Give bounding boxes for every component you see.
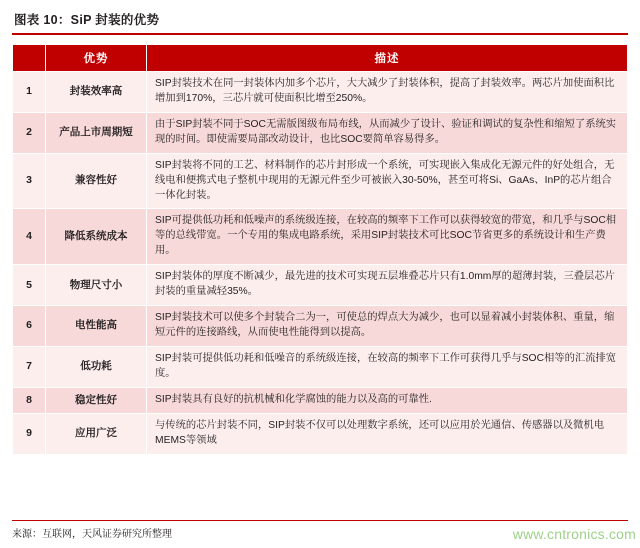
- table-row: [13, 306, 628, 347]
- column-header-advantage: 优势: [46, 45, 147, 72]
- row-description: 与传统的芯片封装不同，SIP封装不仅可以处理数字系统，还可以应用於光通信、传感器以及微机电MEMS等领域: [147, 413, 628, 454]
- table-row: [13, 209, 628, 265]
- row-advantage: 物理尺寸小: [46, 265, 147, 306]
- figure-title-bar: [12, 10, 628, 35]
- table-header: [13, 45, 628, 72]
- advantages-table: [12, 44, 628, 455]
- table-header-row: [13, 45, 628, 72]
- row-description: SIP可提供低功耗和低噪声的系统级连接，在较高的频率下工作可以获得较宽的带宽，和几乎与SOC相等的总线带宽。一个专用的集成电路系统，采用SIP封装技术可比SOC节省更多的系统设计和生产费用。: [147, 209, 628, 265]
- row-number: 9: [13, 413, 46, 454]
- table-row: [13, 112, 628, 153]
- row-number: 8: [13, 387, 46, 413]
- table-row: [13, 72, 628, 113]
- row-number: 4: [13, 209, 46, 265]
- row-description: SIP封装具有良好的抗机械和化学腐蚀的能力以及高的可靠性.: [147, 387, 628, 413]
- table-body: [13, 72, 628, 455]
- row-advantage: 稳定性好: [46, 387, 147, 413]
- row-description: SIP封装可提供低功耗和低噪音的系统级连接，在较高的频率下工作可获得几乎与SOC相等的汇流排宽度。: [147, 346, 628, 387]
- row-description: 由于SIP封装不同于SOC无需版图级布局布线，从而减少了设计、验证和调试的复杂性和缩短了系统实现的时间。即使需要局部改动设计，也比SOC要简单容易得多。: [147, 112, 628, 153]
- watermark: www.cntronics.com: [512, 526, 636, 542]
- row-number: 3: [13, 153, 46, 209]
- row-number: 7: [13, 346, 46, 387]
- column-header-description: 描述: [147, 45, 628, 72]
- table-row: [13, 265, 628, 306]
- table-row: [13, 387, 628, 413]
- row-advantage: 封装效率高: [46, 72, 147, 113]
- row-description: SIP封装将不同的工艺、材料制作的芯片封形成一个系统，可实现嵌入集成化无源元件的好处组合，无线电和便携式电子整机中现用的无源元件至少可被嵌入30-50%，甚至可将Si、GaAs、InP的芯片组合一体化封装。: [147, 153, 628, 209]
- row-advantage: 电性能高: [46, 306, 147, 347]
- row-description: SIP封装技术可以使多个封装合二为一，可使总的焊点大为减少，也可以显着减小封装体积、重量，缩短元件的连接路线，从而使电性能得到以提高。: [147, 306, 628, 347]
- row-advantage: 产品上市周期短: [46, 112, 147, 153]
- row-number: 2: [13, 112, 46, 153]
- row-description: SIP封装技术在同一封装体内加多个芯片，大大减少了封装体积，提高了封装效率。两芯片加使面积比增加到170%，三芯片就可使面积比增至250%。: [147, 72, 628, 113]
- row-description: SIP封装体的厚度不断减少，最先进的技术可实现五层堆叠芯片只有1.0mm厚的超薄封装，三叠层芯片封装的重量减轻35%。: [147, 265, 628, 306]
- row-number: 6: [13, 306, 46, 347]
- row-advantage: 应用广泛: [46, 413, 147, 454]
- row-advantage: 低功耗: [46, 346, 147, 387]
- row-number: 1: [13, 72, 46, 113]
- table-row: [13, 153, 628, 209]
- column-header-number: [13, 45, 46, 72]
- table-row: [13, 346, 628, 387]
- row-advantage: 降低系统成本: [46, 209, 147, 265]
- source-note: 来源：互联网，天风证券研究所整理: [12, 529, 172, 540]
- page-title: 图表 10：SiP 封装的优势: [14, 13, 160, 27]
- table-row: [13, 413, 628, 454]
- row-number: 5: [13, 265, 46, 306]
- row-advantage: 兼容性好: [46, 153, 147, 209]
